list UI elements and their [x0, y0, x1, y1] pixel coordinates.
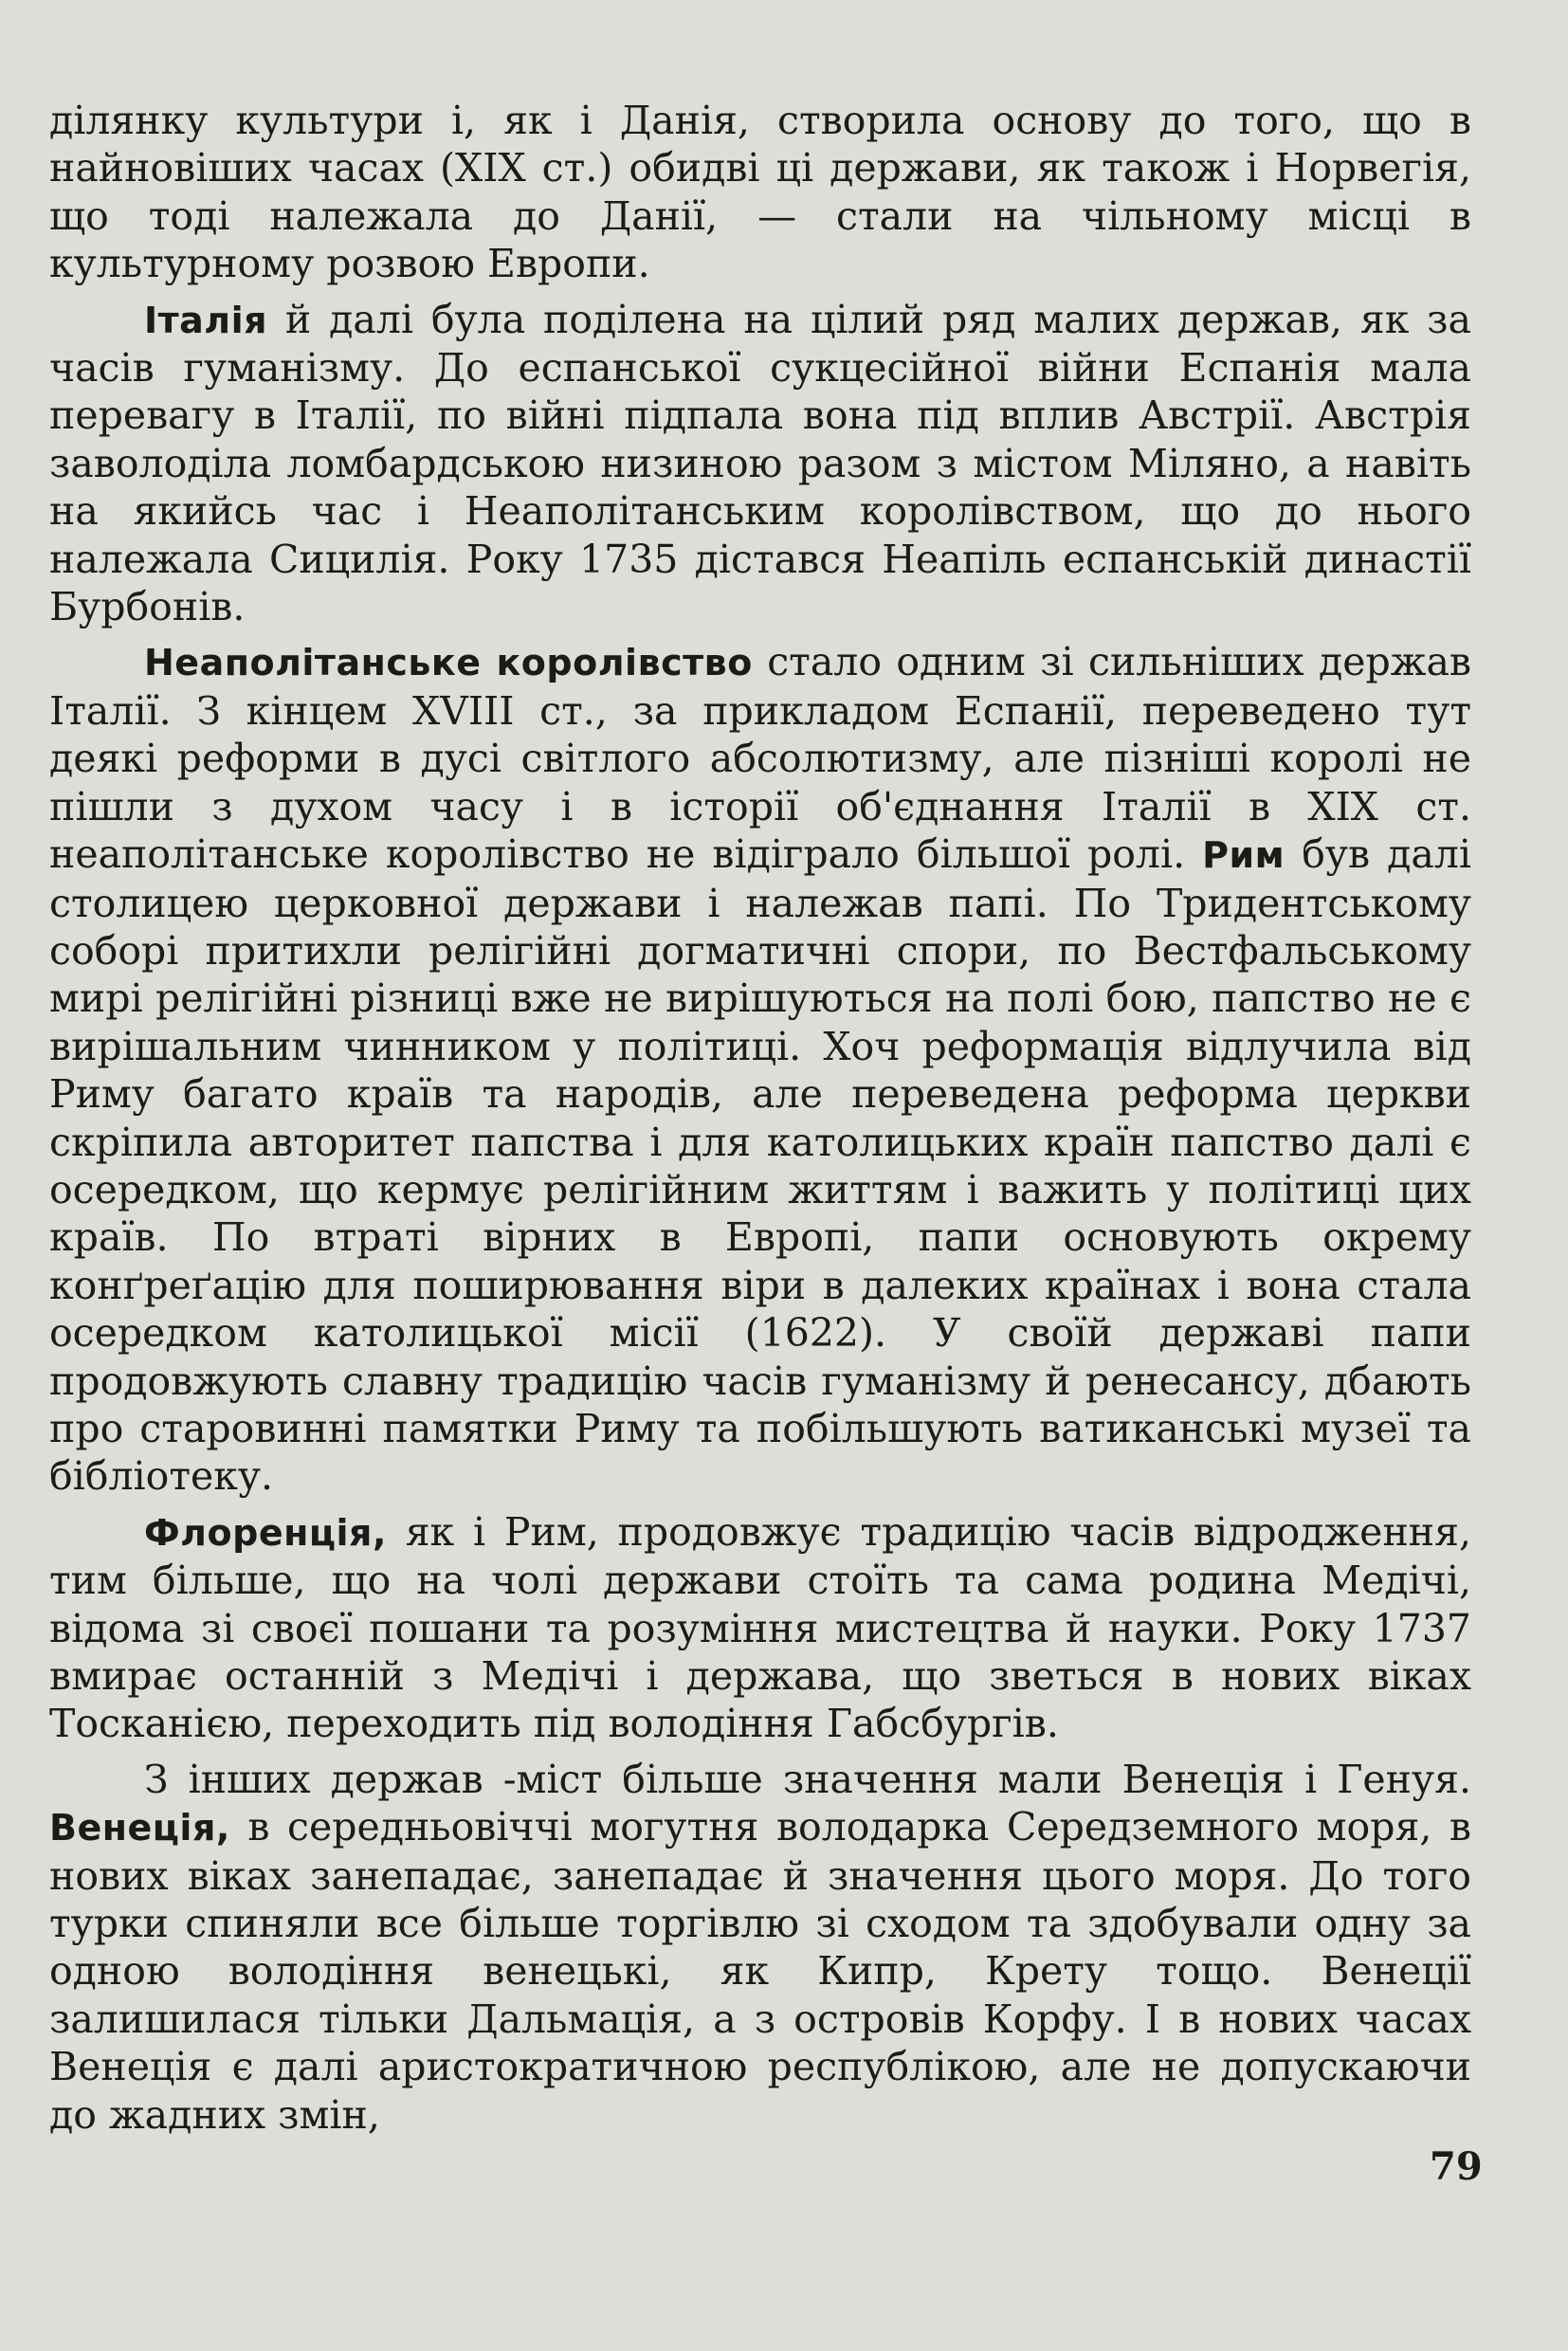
paragraph: [49, 1756, 1471, 2139]
paragraph-text: З інших держав -міст більше значення мали Венеція і Генуя.: [144, 1756, 1471, 1802]
paragraph-text: в середньовіччі могутня володарка Середземного моря, в нових віках занепадає, занепадає й значення цього моря. До того турки спиняли все більше торгівлю зі сходом та здобували одну за одною володіння венецькі, як Кипр, Крету тощо. Венеції залишилася тільки Дальмація, а з островів Корфу. І в нових часах Венеція є далі аристократичною республікою, але не допускаючи до жадних змін,: [49, 1804, 1471, 2138]
heading-term-venice: Венеція,: [49, 1807, 230, 1850]
paragraph-text: й далі була поділена на цілий ряд малих держав, як за часів гуманізму. До еспанської сукцесійної війни Еспанія мала перевагу в Італії, по війні підпала вона під вплив Австрії. Австрія заволоділа ломбардською низиною разом з містом Міляно, а навіть на якийсь час і Неаполітанським королівством, що до нього належала Сицилія. Року 1735 дістався Неапіль еспанській династії Бурбонів.: [49, 296, 1471, 630]
heading-term-florence: Флоренція,: [144, 1511, 387, 1554]
paragraph: [49, 296, 1471, 631]
heading-term-neapolitan-kingdom: Неаполітанське королівство: [144, 642, 753, 684]
paragraph-text: як і Рим, продовжує традицію часів відродження, тим більше, що на чолі держави стоїть та сама родина Медічі, відома зі своєї пошани та розуміння мистецтва й науки. Року 1737 вмирає останній з Медічі і держава, що зветься в нових віках Тосканією, переходить під володіння Габсбургів.: [49, 1508, 1471, 1747]
body-text: [49, 97, 1471, 2139]
paragraph-text: стало одним зі сильніших держав Італії. З кінцем XVIII ст., за прикладом Еспанії, переведено тут деякі реформи в дусі світлого абсолютизму, але пізніші королі не пішли з духом часу і в історії об'єднання Італії в XIX ст. неаполітанське королівство не відіграло більшої ролі.: [49, 639, 1471, 878]
page-number: 79: [1430, 2144, 1483, 2189]
heading-term-rome: Рим: [1202, 834, 1285, 877]
heading-term-italy: Італія: [144, 299, 268, 341]
paragraph-text: ділянку культури і, як і Данія, створила основу до того, що в найновіших часах (XIX ст.) обидві ці держави, як також і Норвегія, що тоді належала до Данії, — стали на чільному місці в культурному розвою Европи.: [49, 98, 1471, 287]
paragraph: [49, 638, 1471, 1500]
paragraph: [49, 1508, 1471, 1748]
paragraph: [49, 97, 1471, 288]
paragraph-text: був далі столицею церковної держави і належав папі. По Тридентському соборі притихли релігійні догматичні спори, по Вестфальському мирі релігійні різниці вже не вирішуються на полі бою, папство не є вирішальним чинником у політиці. Хоч реформація відлучила від Риму багато країв та народів, але переведена реформа церкви скріпила авторитет папства і для католицьких країн папство далі є осередком, що кермує релігійним життям і важить у політиці цих країв. По втраті вірних в Европі, папи основують окрему конґреґацію для поширювання віри в далеких країнах і вона стала осередком католицької місії (1622). У своїй державі папи продовжують славну традицію часів гуманізму й ренесансу, дбають про старовинні памятки Риму та побільшують ватиканські музеї та бібліотеку.: [49, 831, 1471, 1500]
